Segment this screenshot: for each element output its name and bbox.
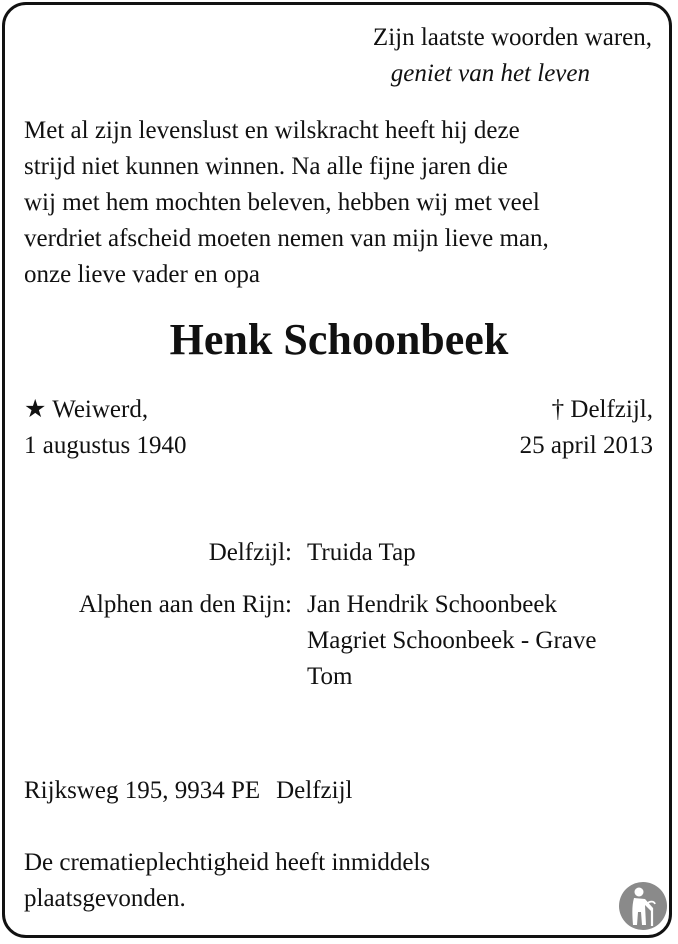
closing-line: De crematieplechtigheid heeft inmiddels: [24, 849, 431, 876]
family-person: Magriet Schoonbeek - Grave: [307, 627, 597, 654]
motto-line-1: Zijn laatste woorden waren,: [372, 24, 652, 51]
intro-line: Met al zijn levenslust en wilskracht heeft hij deze: [24, 117, 520, 144]
family-place: Delfzijl:: [208, 539, 292, 566]
birth-place: Weiwerd,: [52, 396, 149, 423]
death-place: Delfzijl,: [570, 396, 653, 423]
motto-line-2: geniet van het leven: [390, 60, 590, 87]
birth-info: [24, 392, 187, 464]
intro-line: strijd niet kunnen winnen. Na alle fijne jaren die: [24, 153, 508, 180]
family-place: Alphen aan den Rijn:: [78, 591, 292, 618]
family-row: [0, 535, 678, 571]
family-row: [0, 587, 678, 623]
motto: [373, 20, 652, 92]
family-row: [0, 623, 678, 659]
family-person: Jan Hendrik Schoonbeek: [307, 591, 557, 618]
family-person: Truida Tap: [307, 539, 416, 566]
intro-line: wij met hem mochten beleven, hebben wij met veel: [24, 189, 540, 216]
memorial-figure-icon: [618, 881, 668, 931]
intro-text: [24, 113, 654, 293]
closing-line: plaatsgevonden.: [24, 885, 186, 912]
family-row: [0, 659, 678, 695]
intro-line: onze lieve vader en opa: [24, 261, 260, 288]
cross-icon: †: [551, 396, 565, 423]
death-date: 25 april 2013: [519, 432, 653, 459]
birth-date: 1 augustus 1940: [24, 432, 187, 459]
address: [24, 773, 352, 809]
address-city: Delfzijl: [276, 777, 353, 804]
family-list: [0, 535, 678, 695]
intro-line: verdriet afscheid moeten nemen van mijn lieve man,: [24, 225, 549, 252]
star-icon: ★: [24, 396, 47, 423]
death-info: [520, 392, 653, 464]
address-street: Rijksweg 195, 9934 PE: [24, 777, 261, 804]
family-person: Tom: [307, 663, 353, 690]
closing-text: [24, 845, 430, 917]
deceased-name: Henk Schoonbeek: [169, 315, 509, 364]
